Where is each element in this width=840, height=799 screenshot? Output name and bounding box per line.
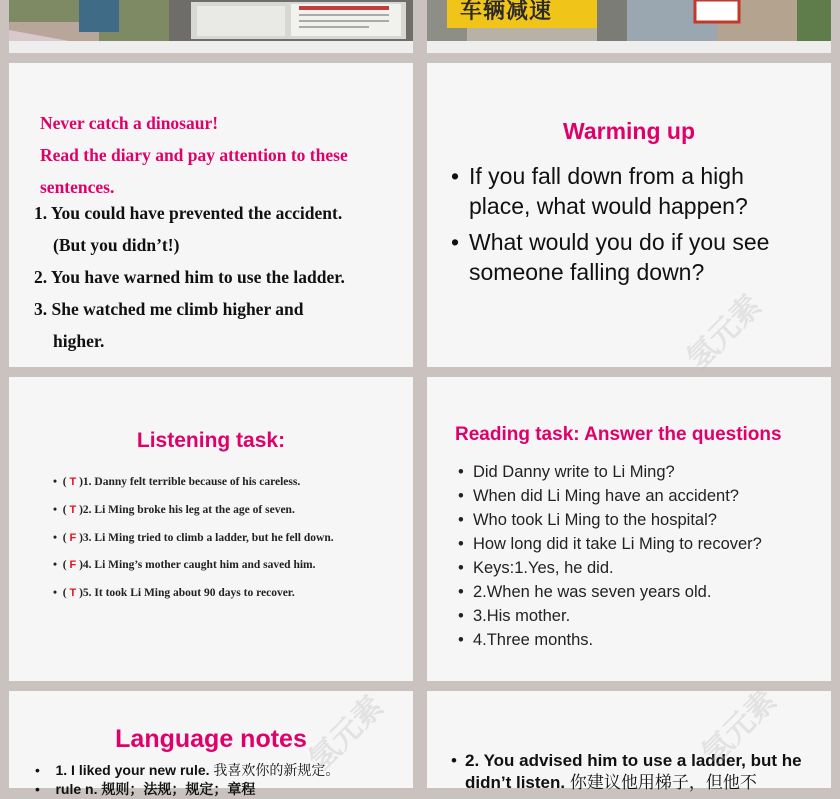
instruction-line-1: Read the diary and pay attention to these xyxy=(40,145,348,165)
question-item: • How long did it take Li Ming to recover? xyxy=(458,535,762,553)
note-advised xyxy=(449,750,819,794)
question-item: • Who took Li Ming to the hospital? xyxy=(458,511,717,529)
bullet-icon: • xyxy=(451,229,460,255)
note-1-english: 1. I liked your new rule. xyxy=(55,762,210,778)
note-1-chinese: 我喜欢你的新规定。 xyxy=(209,762,340,778)
answer-text: 2.When he was seven years old. xyxy=(472,583,712,601)
note-2: • rule n. 规则；法规；规定；章程 xyxy=(35,781,256,797)
answer-mark: F xyxy=(69,532,77,544)
bullet-question-1 xyxy=(449,161,819,221)
note-1: • 1. I liked your new rule. 我喜欢你的新规定。 xyxy=(35,762,340,778)
slide-language-notes xyxy=(9,689,413,797)
sentence-3-cont: higher. xyxy=(53,331,105,351)
sentence-3: 3. She watched me climb higher and xyxy=(34,299,304,319)
question-text: When did Li Ming have an accident? xyxy=(472,487,739,505)
question-item: • Did Danny write to Li Ming? xyxy=(458,463,675,481)
answer-text: 4.Three months. xyxy=(472,631,594,649)
answer-mark: F xyxy=(69,559,77,571)
bullet-question-2 xyxy=(449,227,819,287)
answer-text: Keys:1.Yes, he did. xyxy=(472,559,614,577)
slide-title: Language notes xyxy=(115,725,307,753)
listening-item: • ( T )1. Danny felt terrible because of his careless. xyxy=(53,476,301,488)
item-text: )1. Danny felt terrible because of his careless. xyxy=(79,476,301,488)
question-item: • When did Li Ming have an accident? xyxy=(458,487,739,505)
slide-top-left xyxy=(9,0,413,53)
photo-bus-stop xyxy=(9,0,413,41)
bullet-icon: • xyxy=(451,163,460,189)
sentence-1-note: (But you didn’t!) xyxy=(53,235,180,255)
note-chinese: 你建议他用梯子，但他不 xyxy=(565,773,757,792)
answer-mark: T xyxy=(69,587,77,599)
item-text: )2. Li Ming broke his leg at the age of seven. xyxy=(79,504,295,516)
watermark: 氢元素 xyxy=(302,689,390,777)
heading-never-catch: Never catch a dinosaur! xyxy=(40,113,219,133)
watermark: 氢元素 xyxy=(695,683,783,771)
slide-listening-task xyxy=(9,377,413,681)
watermark: 氢元素 xyxy=(680,288,768,376)
bullet-line: someone falling down? xyxy=(469,259,705,285)
answer-key-item: • 4.Three months. xyxy=(458,631,594,649)
listening-item: • ( T )2. Li Ming broke his leg at the age of seven. xyxy=(53,504,295,516)
bullet-line: If you fall down from a high xyxy=(469,163,744,189)
listening-item: • ( T )5. It took Li Ming about 90 days to recover. xyxy=(53,587,295,599)
question-text: Who took Li Ming to the hospital? xyxy=(472,511,717,529)
slide-title: Reading task: Answer the questions xyxy=(455,424,782,445)
bullet-line: What would you do if you see xyxy=(469,229,770,255)
item-text: )5. It took Li Ming about 90 days to recover. xyxy=(79,587,295,599)
slide-title: Warming up xyxy=(562,118,696,144)
answer-mark: T xyxy=(69,476,77,488)
answer-key-item: • 2.When he was seven years old. xyxy=(458,583,712,601)
slide-title: Listening task: xyxy=(136,429,286,452)
item-text: )4. Li Ming’s mother caught him and saved him. xyxy=(79,559,316,571)
slide-diary-sentences xyxy=(9,63,413,367)
slide-reading-task xyxy=(427,377,831,681)
slide-language-notes-2 xyxy=(427,683,831,792)
note-2-text: rule n. 规则；法规；规定；章程 xyxy=(55,781,256,797)
note-english: 2. You advised him to use a ladder, but he didn’t listen. xyxy=(465,751,802,792)
instruction-line-2: sentences. xyxy=(40,177,115,197)
listening-item: • ( F )4. Li Ming’s mother caught him and saved him. xyxy=(53,559,316,571)
bullet-icon: • xyxy=(451,751,457,770)
sentence-2: 2. You have warned him to use the ladder. xyxy=(34,267,345,287)
question-text: Did Danny write to Li Ming? xyxy=(472,463,675,481)
item-text: )3. Li Ming tried to climb a ladder, but he fell down. xyxy=(79,532,334,544)
listening-item: • ( F )3. Li Ming tried to climb a ladder, but he fell down. xyxy=(53,532,334,544)
answer-text: 3.His mother. xyxy=(472,607,571,625)
slide-top-right xyxy=(427,0,831,53)
road-sign-text: 车辆减速 xyxy=(460,0,553,24)
question-text: How long did it take Li Ming to recover? xyxy=(472,535,762,553)
slide-warming-up xyxy=(427,63,831,376)
answer-mark: T xyxy=(69,504,77,516)
sentence-1: 1. You could have prevented the accident. xyxy=(34,203,343,223)
bullet-line: place, what would happen? xyxy=(469,193,748,219)
answer-key-item: • 3.His mother. xyxy=(458,607,571,625)
answer-key-item: • Keys:1.Yes, he did. xyxy=(458,559,614,577)
